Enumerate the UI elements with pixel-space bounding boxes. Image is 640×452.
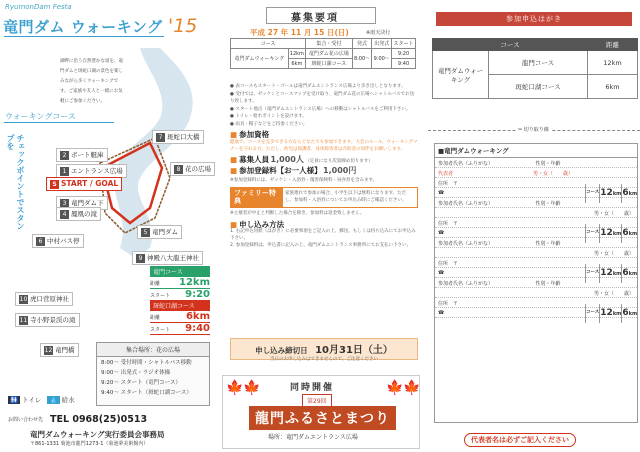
ryumon-start-label: スタート	[150, 293, 171, 299]
name-row-label: 参加者氏名（ふりがな） 性別・年齢	[435, 238, 637, 248]
schedule-header-departure: 発式	[352, 39, 372, 49]
spot-tera: 11 寺小野景渓の滝	[15, 313, 80, 327]
checkpoint-2-icon: 2	[60, 151, 69, 160]
contact-address: 〒861-1331 菊池市龍門1273-1（菊池夢美術館内）	[30, 441, 149, 447]
capacity-note: （定員になり次第締め切ります）	[305, 158, 373, 164]
meeting-row: 8:00〜 受付時間・シャトルバス移動	[101, 360, 192, 366]
guidelines-title: 募集要項	[291, 13, 339, 24]
checkpoint-1-icon: 1	[60, 167, 69, 176]
table-cell: 8:00〜	[352, 49, 372, 69]
table-cell: 6km	[587, 75, 637, 99]
concurrent-title: 同時開催	[290, 383, 335, 393]
checkpoint-8-icon: 8	[174, 165, 183, 174]
rain-note: ※雨天決行	[366, 30, 391, 36]
table-cell: 竜門ダムウォーキング	[433, 51, 489, 99]
representative-note: 代表者名は必ずご記入ください	[464, 433, 576, 447]
family-text: 家族連れで参加の場合、小学生以下は無料になります。ただし、参加料・入浴券についてお申込み時にご確認ください。	[282, 187, 418, 208]
ryumon-course-box	[150, 266, 210, 301]
table-cell: 12km	[587, 51, 637, 75]
table-row	[433, 51, 638, 75]
spot-entrance: 1 エントランス広場	[56, 164, 127, 178]
schedule-header-reception: 集合・受付	[305, 39, 352, 49]
contact-heading: お問い合わせ先	[8, 417, 44, 423]
hanmyo-start-label: スタート	[150, 327, 171, 333]
start-goal: S START / GOAL	[46, 177, 122, 191]
table-cell: 6km	[288, 59, 305, 69]
title-underline	[4, 36, 164, 37]
km12-option[interactable]: 12km	[599, 224, 621, 243]
name-row-label: 参加者氏名（ふりがな） 性別・年齢	[435, 158, 637, 168]
family-section	[230, 187, 418, 208]
schedule-header-course: コース	[231, 39, 306, 49]
intro-text: 湖畔に沿う自然豊かな道を、竜門ダムと斑蛇口湖の景色を楽しみながら歩くウォーキングです。ご家族や友人と一緒にお気軽にご参加ください。	[60, 59, 123, 104]
stamp-note: チェックポイントでスタンプを	[6, 134, 25, 230]
meeting-row: 9:40〜 スタート（斑蛇口湖コース）	[101, 390, 192, 396]
course-word: コース	[585, 184, 599, 203]
table-cell: 竜門ダムウォーキング	[231, 49, 289, 69]
phone-row[interactable]	[435, 188, 637, 198]
name-row-label: 参加者氏名（ふりがな） 性別・年齢	[435, 198, 637, 208]
course-select[interactable]	[585, 264, 637, 283]
schedule-header	[231, 39, 416, 49]
note-line: ● スタート地点（竜門ダムエントランス広場）への移動はシャトルバスをご利用下さい。	[230, 106, 411, 112]
hanmyo-course-label: 斑蛇口湖コース	[150, 300, 210, 311]
spot-gen: 5 竜門ダム	[137, 225, 182, 239]
legend-toilet: トイレ	[22, 396, 42, 404]
km6-option[interactable]: 6km	[621, 184, 637, 203]
hanmyo-course-box	[150, 300, 210, 335]
distance-header-km: 距離	[587, 39, 637, 51]
family-badge: ファミリー特典	[230, 187, 282, 208]
table-cell: 12km	[289, 50, 304, 57]
capacity-value: 1,000人	[270, 154, 304, 164]
table-cell: 竜門ダム花の広場	[305, 49, 352, 59]
event-edition: 第29回	[302, 394, 332, 407]
contact-phone: TEL 0968(25)0513	[50, 414, 148, 425]
spot-hanmyo-bridge: 7 斑蛇口大橋	[152, 130, 204, 144]
participant-row[interactable]: 男・女（ 歳）	[435, 248, 637, 258]
checkpoint-4-icon: 4	[60, 210, 69, 219]
meeting-box	[96, 342, 210, 406]
hanmyo-distance-label: 距離	[150, 315, 161, 321]
apply-heading: ■ 申し込み方法	[230, 221, 418, 229]
schedule-header-ceremony: 出発式	[372, 39, 392, 49]
spot-dam-down: 3 竜門ダム下	[56, 196, 108, 210]
spot-gate: 12 竜門橋	[40, 343, 79, 357]
schedule-table	[230, 38, 416, 69]
km12-option[interactable]: 12km	[599, 304, 621, 323]
water-icon: 💧	[49, 396, 58, 404]
course-heading: ウォーキングコース	[5, 112, 76, 121]
fee-value: 1,000円	[323, 166, 357, 175]
spot-flower: 8 花の広場	[170, 162, 215, 176]
note-line: ● 雨具・帽子などをご持参ください。	[230, 121, 308, 127]
deadline-box	[230, 338, 418, 360]
km12-option[interactable]: 12km	[599, 264, 621, 283]
fee-heading: ■ 参加登録料【お一人様】	[230, 166, 322, 175]
cut-label: ✂ 切り取り線	[518, 127, 549, 133]
ryumon-course-label: 竜門コース	[150, 266, 210, 277]
name-row-label: 参加者氏名（ふりがな） 性別・年齢	[435, 278, 637, 288]
hanmyo-distance: 6km	[185, 311, 210, 322]
phone-icon: ☎	[438, 310, 445, 316]
meeting-title: 集合場所：花の広場	[97, 343, 209, 357]
maple-leaf-icon: 🍁🍁	[386, 380, 421, 396]
brand-english: RyumonDam Festa	[5, 3, 72, 11]
event-date: 平成 27 年 11 月 15 日(日)	[250, 28, 349, 37]
deadline-note: 当日のお申し込みはできませんので、ご注意ください	[270, 357, 378, 362]
checkpoint-3-icon: 3	[60, 199, 69, 208]
checkpoint-12-icon: 12	[44, 347, 53, 354]
refund-note: ※主催者が中止と判断した場合を除き、参加料は返金致しません。	[230, 211, 365, 216]
checkpoint-5-icon: 5	[141, 228, 150, 237]
note-line: ● トイレ・給水ポイントを設けます。	[230, 114, 307, 119]
spot-boat: 2 ボート艇庫	[56, 148, 108, 162]
course-word: コース	[585, 264, 599, 283]
representative-row[interactable]: 代表者 男・女（ 歳）	[435, 168, 637, 178]
checkpoint-7-icon: 7	[156, 133, 165, 142]
phone-icon: ☎	[438, 230, 445, 236]
ryumon-start-time: 9:20	[185, 289, 210, 300]
deadline-label: 申し込み締切日	[255, 346, 308, 355]
km6-option[interactable]: 6km	[621, 304, 637, 323]
address-row[interactable]: 住所 〒	[435, 258, 637, 268]
spot-chuo: 6 中村バス停	[32, 234, 84, 248]
spot-kotora: 10 虎口菅原神社	[15, 292, 73, 306]
course-select[interactable]	[585, 304, 637, 323]
spot-taki: 4 鳳凰の滝	[56, 207, 101, 221]
km6-option[interactable]: 6km	[621, 224, 637, 243]
course-select[interactable]	[585, 224, 637, 243]
table-cell: 9:20	[392, 49, 416, 59]
address-row[interactable]: 住所 〒	[435, 298, 637, 308]
application-card	[434, 143, 638, 423]
address-row[interactable]: 住所 〒	[435, 218, 637, 228]
distance-header	[433, 39, 638, 51]
qualification-heading: ■ 参加資格	[230, 131, 418, 139]
table-cell: 龍門コース	[489, 51, 588, 75]
table-cell: 9:00〜	[372, 49, 392, 69]
table-cell: 9:40	[392, 59, 416, 69]
phone-icon: ☎	[438, 190, 445, 196]
checkpoint-9-icon: 9	[136, 254, 145, 263]
event-name: 龍門ふるさとまつり	[249, 406, 396, 430]
meeting-row: 9:00〜 出発式・ラジオ体操	[101, 370, 171, 376]
brand-year: '15	[168, 15, 198, 37]
table-cell: 斑蛇口湖コース	[489, 75, 588, 99]
participant-row[interactable]: 男・女（ 歳）	[435, 288, 637, 298]
hanmyo-start-time: 9:40	[185, 323, 210, 334]
phone-row[interactable]	[435, 268, 637, 278]
meeting-row: 9:20〜 スタート（竜門コース）	[101, 380, 181, 386]
start-flag-icon: S	[50, 180, 59, 189]
capacity-heading: ■ 募集人員	[230, 155, 269, 164]
capacity-line	[230, 156, 418, 166]
distance-header-course: コース	[433, 39, 588, 51]
ryumon-distance: 12km	[179, 277, 210, 288]
toilet-icon: 🚻	[10, 396, 19, 404]
phone-row[interactable]	[435, 228, 637, 238]
application-header: 参加申込はがき	[436, 12, 632, 26]
map-legend	[8, 395, 75, 404]
map-panel	[0, 0, 214, 452]
km12-option[interactable]: 12km	[599, 184, 621, 203]
course-word: コース	[585, 304, 599, 323]
course-distance-table	[432, 38, 638, 99]
deadline-date: 10月31日（土）	[315, 345, 393, 356]
contact-organization: 竜門ダムウォーキング実行委員会事務局	[30, 430, 165, 439]
km6-option[interactable]: 6km	[621, 264, 637, 283]
fee-line	[230, 167, 418, 177]
maple-leaf-icon: 🍁🍁	[226, 380, 261, 396]
schedule-header-start: スタート	[392, 39, 416, 49]
course-select[interactable]	[585, 184, 637, 203]
table-cell: 斑蛇口湖コース	[305, 59, 352, 69]
course-word: コース	[585, 224, 599, 243]
guidelines-panel	[216, 0, 426, 452]
note-line: ● 表コースもスタート・ゴールは竜門ダムエントランス広場より歩き出しとなります。	[230, 84, 406, 89]
ryumon-distance-label: 距離	[150, 281, 161, 287]
notes-section	[230, 83, 418, 249]
phone-icon: ☎	[438, 270, 445, 276]
apply-step: 2. 参加登録料は、申込書に記入の上、竜門ダムエントランス事務所にてお支払い下さい。	[230, 243, 412, 248]
participant-row[interactable]: 男・女（ 歳）	[435, 208, 637, 218]
checkpoint-11-icon: 11	[19, 317, 28, 324]
legend-water: 給水	[61, 396, 75, 404]
qualification-text: 健康で、コースを完歩できる方ならどなたでも参加できます。大会のルール、ウォーキングマナーを守れる方。ただし、幼児は保護者、身体障害者は介助者の同伴をお願いします。	[230, 139, 418, 152]
card-header: ■竜門ダムウォーキング	[435, 144, 637, 158]
table-row	[231, 49, 416, 59]
application-panel	[428, 0, 640, 452]
event-place: 場所：竜門ダムエントランス広場	[268, 434, 358, 441]
brand-title: 竜門ダム ウォーキング	[3, 18, 163, 36]
checkpoint-10-icon: 10	[19, 296, 28, 303]
address-row[interactable]: 住所 〒	[435, 178, 637, 188]
course-underline	[4, 122, 114, 123]
checkpoint-6-icon: 6	[36, 237, 45, 246]
apply-step: 1. 右記申込用紙（はがき）に必要事項をご記入の上、郵送、もしくは持ち込みにてお申込み下さい。	[230, 229, 416, 241]
spot-shinmei: 9 神殿八大龍王神社	[132, 251, 203, 265]
phone-row[interactable]	[435, 308, 637, 318]
fee-note: ※参加登録料には、ゼッケン・入浴券・傷害保険料・昼食券を含みます。	[230, 177, 378, 183]
note-line: ● 受付では、ゼッケンとコースマップを受け取り、竜門ダム花の広場へシャトルバスでお送り致します。	[230, 91, 415, 104]
